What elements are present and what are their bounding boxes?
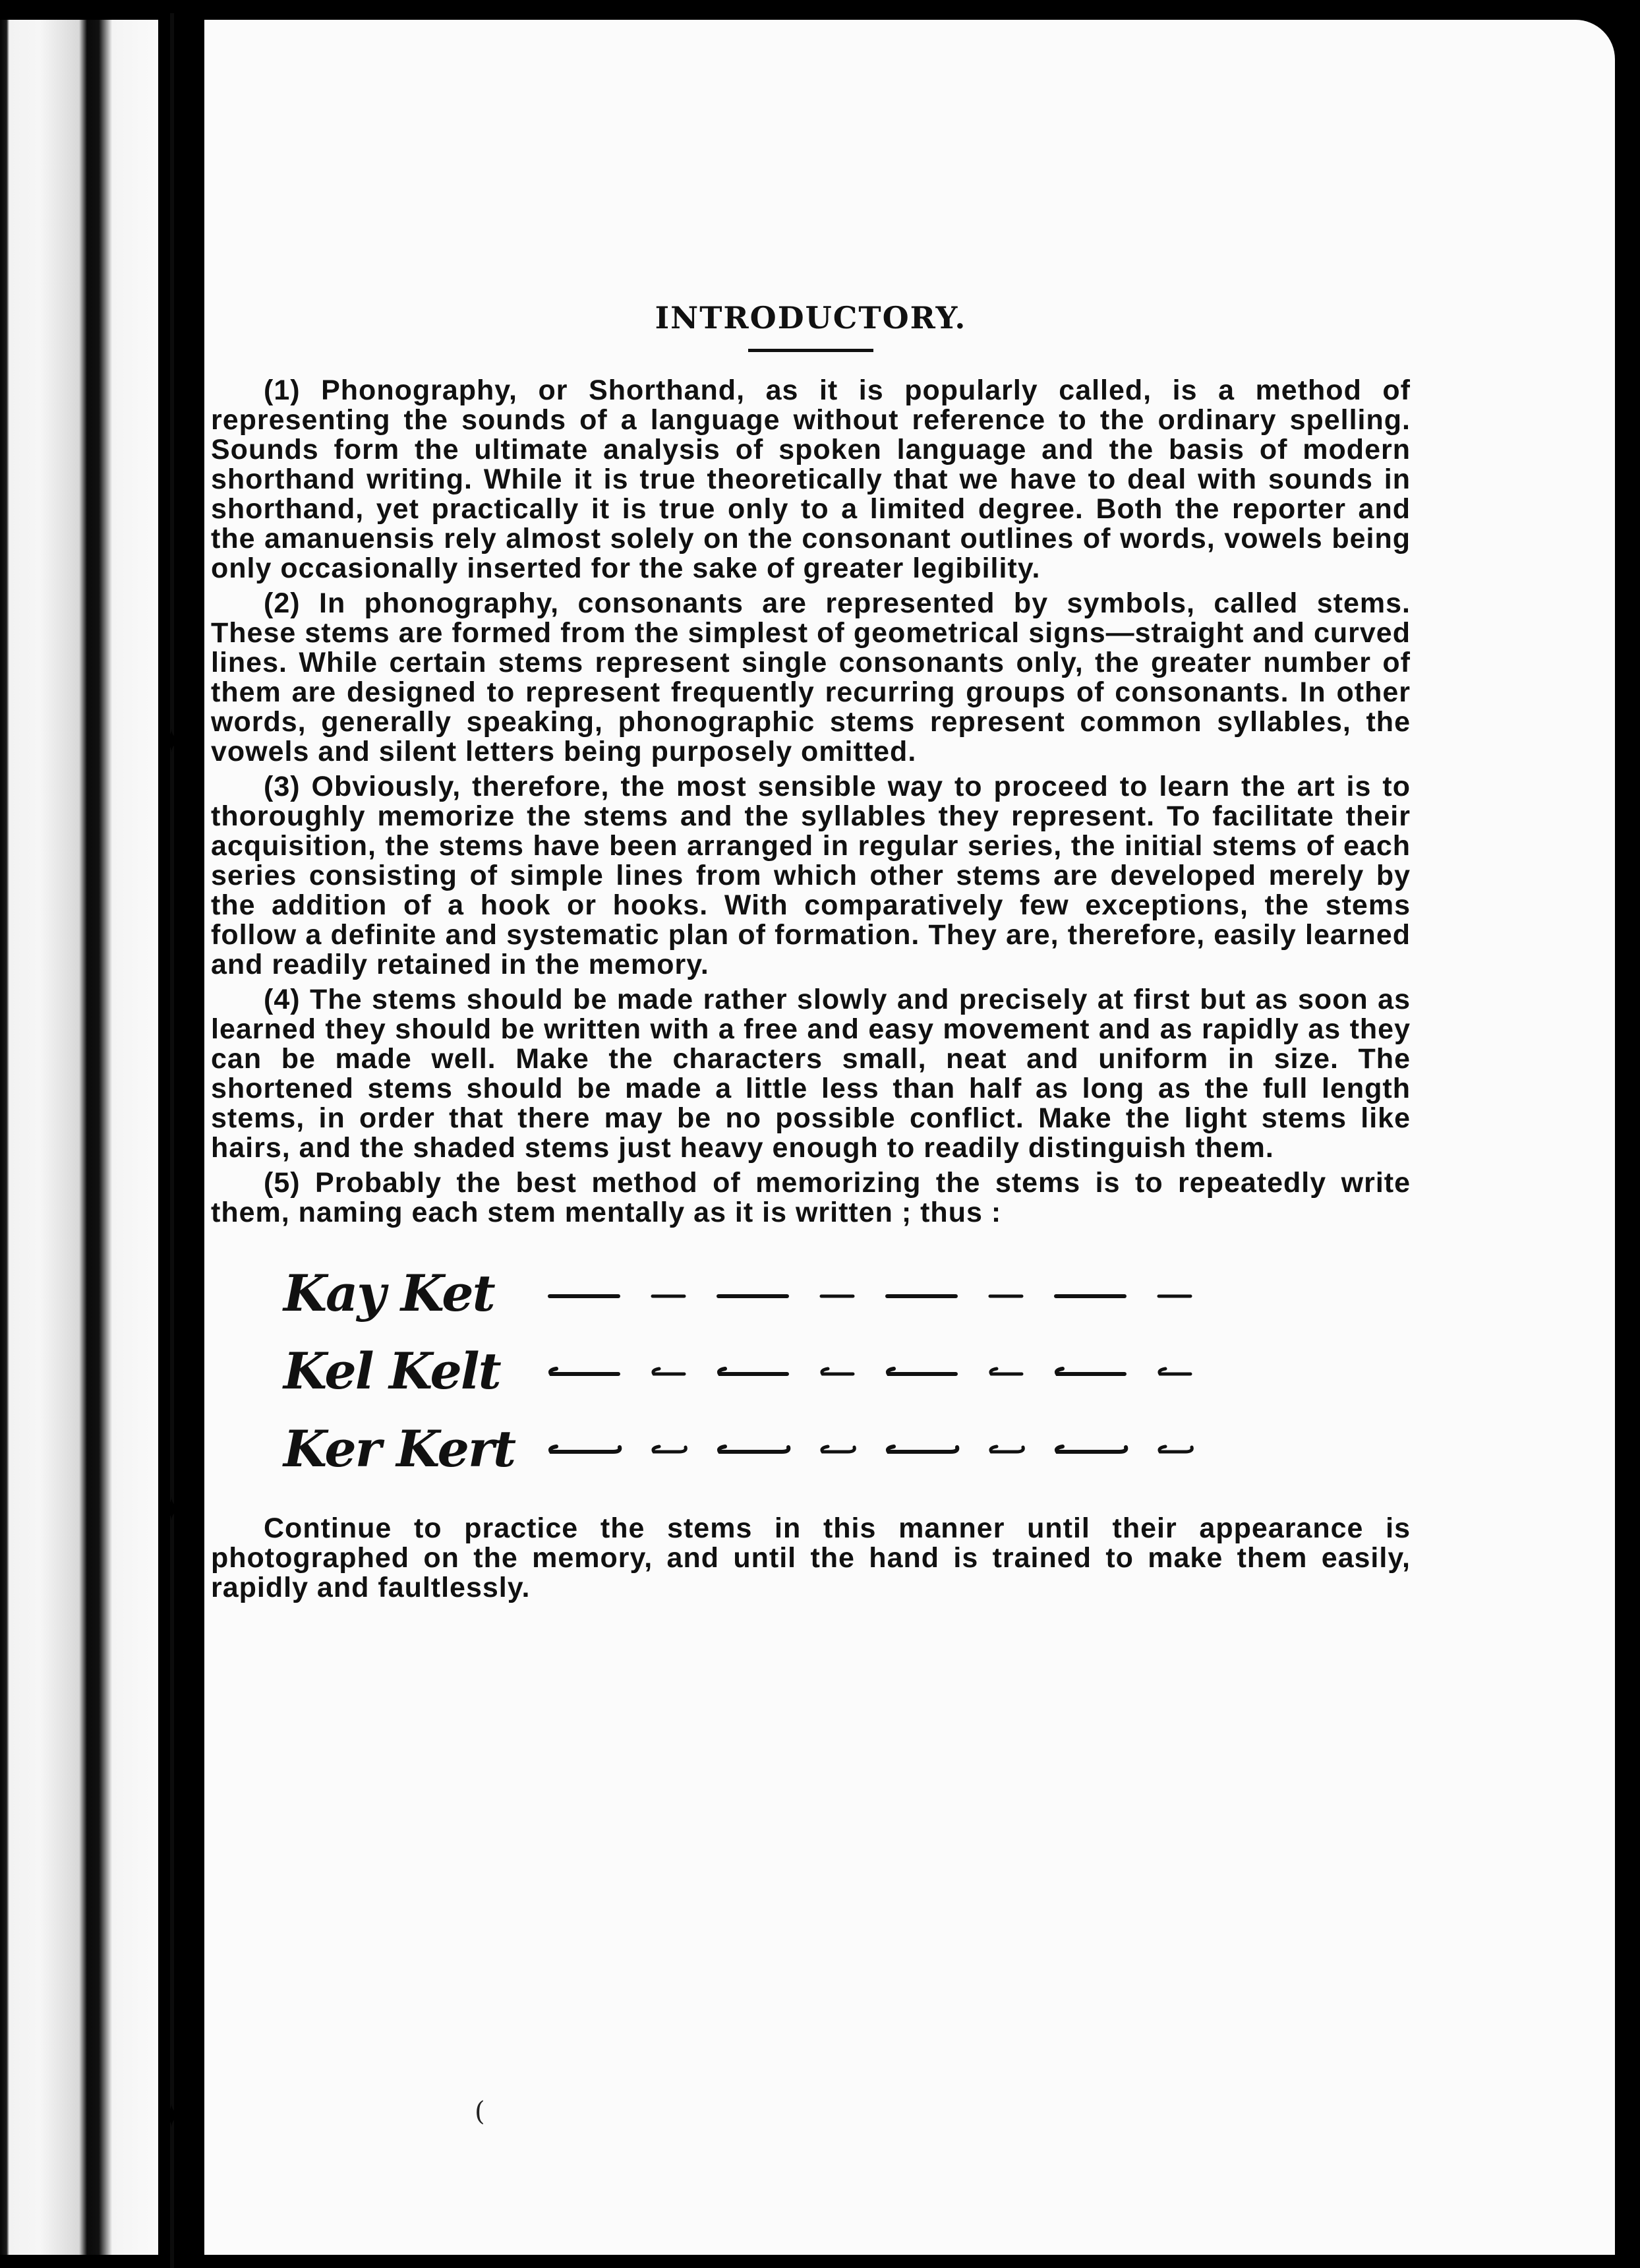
gutter-mark: ✦ — [158, 723, 185, 760]
paragraph-5: (5) Probably the best method of memorizing the stems is to repeatedly write them, naming each stem mentally as it is written ; thus : — [211, 1167, 1411, 1228]
stem-marks — [547, 1283, 1196, 1303]
stem-stroke-short — [1156, 1283, 1196, 1303]
stem-marks — [547, 1361, 1196, 1381]
stem-stroke-full — [547, 1361, 624, 1381]
stem-row-kay — [283, 1254, 1411, 1332]
stem-stroke-full — [1053, 1361, 1130, 1381]
closing-paragraph: Continue to practice the stems in this manner until their appearance is photographed on the memory, and until the hand is trained to make them easily, rapidly and faultlessly. — [211, 1512, 1411, 1603]
gutter-mark: ✦ — [158, 2098, 185, 2135]
stem-label: Kay Ket — [283, 1263, 494, 1323]
stem-stroke-full — [716, 1283, 792, 1303]
page-heading: INTRODUCTORY. — [655, 300, 967, 336]
gutter-line — [170, 13, 174, 2268]
stem-label: Kel Kelt — [283, 1341, 500, 1400]
stem-stroke-full — [547, 1283, 624, 1303]
paragraph-1: (1) Phonography, or Shorthand, as it is popularly called, is a method of representing the sounds of a language without reference to the ordinary spelling. Sounds form the ultimate analysis of spoken language and the basis of modern shorthand writing. While it is true theoretically that we have to deal with sounds in shorthand, yet practically it is true only to a limited degree. Both the reporter and the amanuensis rely almost solely on the consonant outlines of words, vowels being only occasionally inserted for the sake of greater legibility. — [211, 374, 1411, 584]
stem-stroke-short — [819, 1283, 858, 1303]
stem-stroke-short — [819, 1361, 858, 1381]
stem-stroke-full — [547, 1439, 624, 1458]
stem-stroke-full — [885, 1439, 961, 1458]
stem-stroke-short — [650, 1439, 689, 1458]
book-spine-margin — [0, 20, 158, 2255]
paragraph-4: (4) The stems should be made rather slowly and precisely at first but as soon as learned they should be written with a free and easy movement and as rapidly as they can be made well. Make the characters small, neat and uniform in size. The shortened stems should be made a little less than half as long as the full length stems, in order that there may be no possible conflict. Make the light stems like hairs, and the shaded stems just heavy enough to readily distinguish them. — [211, 984, 1411, 1164]
paragraph-2: (2) In phonography, consonants are represented by symbols, called stems. These stems are formed from the simplest of geometrical signs—straight and curved lines. While certain stems represent single consonants only, the greater number of them are designed to represent frequently recurring groups of consonants. In other words, generally speaking, phonographic stems represent common syllables, the vowels and silent letters being purposely omitted. — [211, 587, 1411, 767]
stem-stroke-short — [1156, 1361, 1196, 1381]
stem-stroke-full — [716, 1439, 792, 1458]
stem-stroke-short — [650, 1283, 689, 1303]
stem-stroke-full — [885, 1361, 961, 1381]
stem-stroke-short — [987, 1361, 1027, 1381]
stem-stroke-short — [1156, 1439, 1196, 1458]
page-content — [211, 300, 1411, 1608]
stem-stroke-short — [819, 1439, 858, 1458]
stem-stroke-full — [1053, 1283, 1130, 1303]
stem-label: Ker Kert — [283, 1419, 515, 1478]
stem-stroke-short — [650, 1361, 689, 1381]
stem-stroke-full — [716, 1361, 792, 1381]
stem-stroke-full — [1053, 1439, 1130, 1458]
stem-marks — [547, 1439, 1196, 1458]
ink-speck: ( — [475, 2097, 485, 2127]
gutter-mark: ✦ — [158, 1491, 185, 1528]
stem-row-ker — [283, 1410, 1411, 1487]
heading-underline — [748, 349, 873, 352]
stem-stroke-short — [987, 1439, 1027, 1458]
stem-examples — [283, 1254, 1411, 1487]
stem-stroke-short — [987, 1283, 1027, 1303]
stem-row-kel — [283, 1332, 1411, 1410]
stem-stroke-full — [885, 1283, 961, 1303]
paragraph-3: (3) Obviously, therefore, the most sensible way to proceed to learn the art is to thoroughly memorize the stems and the syllables they represent. To facilitate their acquisition, the stems have been arranged in regular series, the initial stems of each series consisting of simple lines from which other stems are developed merely by the addition of a hook or hooks. With comparatively few exceptions, the stems follow a definite and systematic plan of formation. They are, therefore, easily learned and readily retained in the memory. — [211, 771, 1411, 980]
